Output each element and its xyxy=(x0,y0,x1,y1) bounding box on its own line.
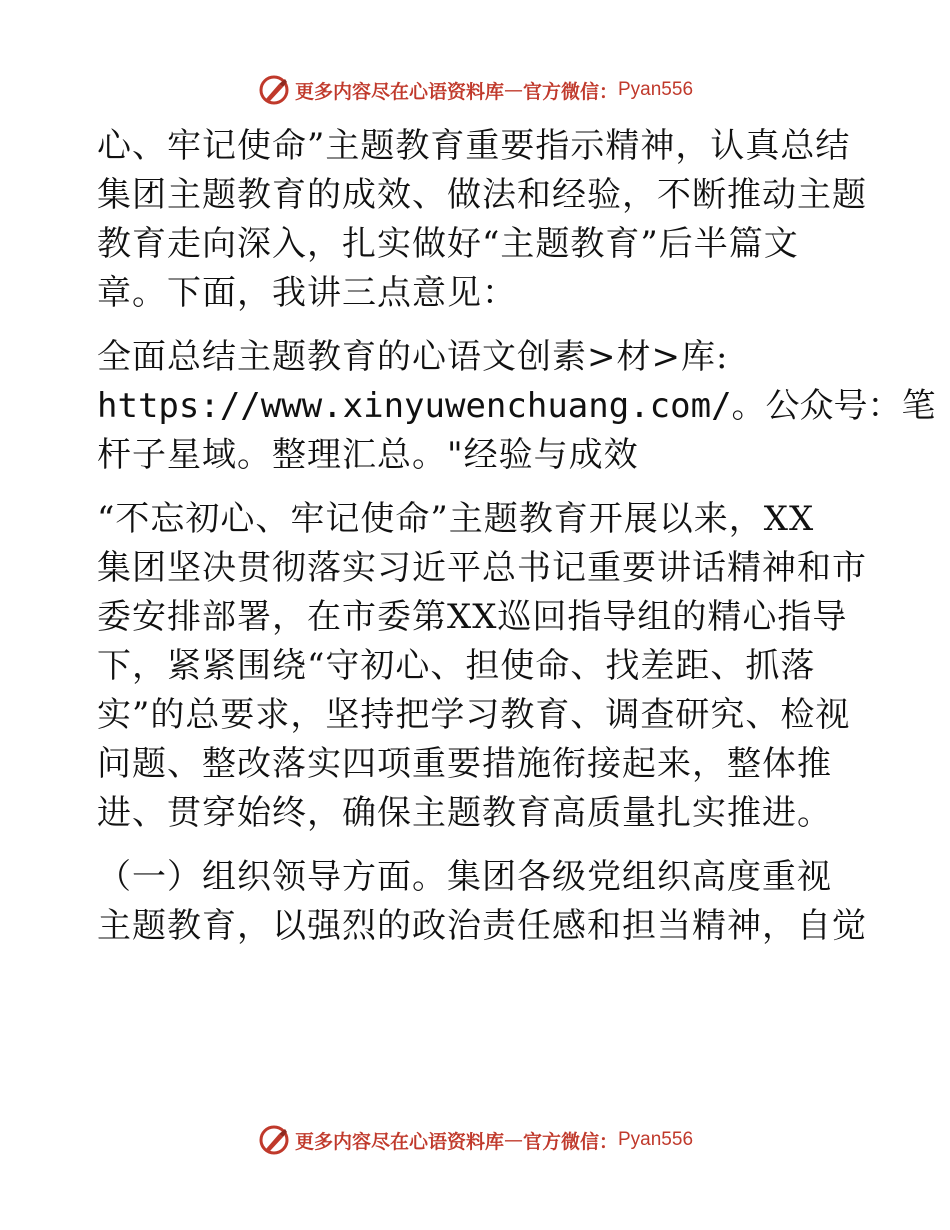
document-body xyxy=(97,122,936,951)
banner-dash: — xyxy=(503,79,523,101)
banner-wechat-id: Pyan556 xyxy=(618,79,694,100)
text-line: 全面总结主题教育的心语文创素>材>库: xyxy=(97,337,729,377)
url-line: https://www.xinyuwenchuang.com/。公众号：笔 xyxy=(97,386,936,426)
paragraph-4 xyxy=(97,853,867,951)
text-line: 委安排部署，在市委第XX巡回指导组的精心指导 xyxy=(97,597,848,637)
paragraph-3 xyxy=(97,495,867,838)
text-line: 心、牢记使命”主题教育重要指示精神，认真总结 xyxy=(97,126,851,166)
text-line: 杆子星域。整理汇总。"经验与成效 xyxy=(97,435,639,475)
text-line: 下，紧紧围绕“守初心、担使命、找差距、抓落 xyxy=(97,646,816,686)
text-line: 教育走向深入，扎实做好“主题教育”后半篇文 xyxy=(97,224,799,264)
text-line: 集团主题教育的成效、做法和经验，不断推动主题 xyxy=(97,175,867,215)
text-line: 章。下面，我讲三点意见： xyxy=(97,273,517,313)
banner-wechat-id: Pyan556 xyxy=(618,1129,694,1150)
paragraph-2 xyxy=(97,333,936,480)
pen-nib-logo-icon xyxy=(257,73,291,107)
text-line: 主题教育，以强烈的政治责任感和担当精神，自觉 xyxy=(97,906,867,946)
paragraph-1 xyxy=(97,122,867,318)
text-line: （一）组织领导方面。集团各级党组织高度重视 xyxy=(97,857,832,897)
header-watermark-banner xyxy=(0,70,950,110)
text-line: 问题、整改落实四项重要措施衔接起来，整体推 xyxy=(97,744,832,784)
banner-official-text: 官方微信： xyxy=(522,80,618,103)
text-line: “不忘初心、牢记使命”主题教育开展以来，XX xyxy=(97,499,815,539)
banner-site-text: 更多内容尽在心语资料库 xyxy=(294,1130,504,1153)
text-line: 实”的总要求，坚持把学习教育、调查研究、检视 xyxy=(97,695,851,735)
banner-dash: — xyxy=(503,1129,523,1151)
text-line: 集团坚决贯彻落实习近平总书记重要讲话精神和市 xyxy=(97,548,867,588)
banner-official-text: 官方微信： xyxy=(522,1130,618,1153)
banner-site-text: 更多内容尽在心语资料库 xyxy=(294,80,504,103)
text-line: 进、贯穿始终，确保主题教育高质量扎实推进。 xyxy=(97,793,832,833)
pen-nib-logo-icon xyxy=(257,1123,291,1157)
footer-watermark-banner xyxy=(0,1120,950,1160)
